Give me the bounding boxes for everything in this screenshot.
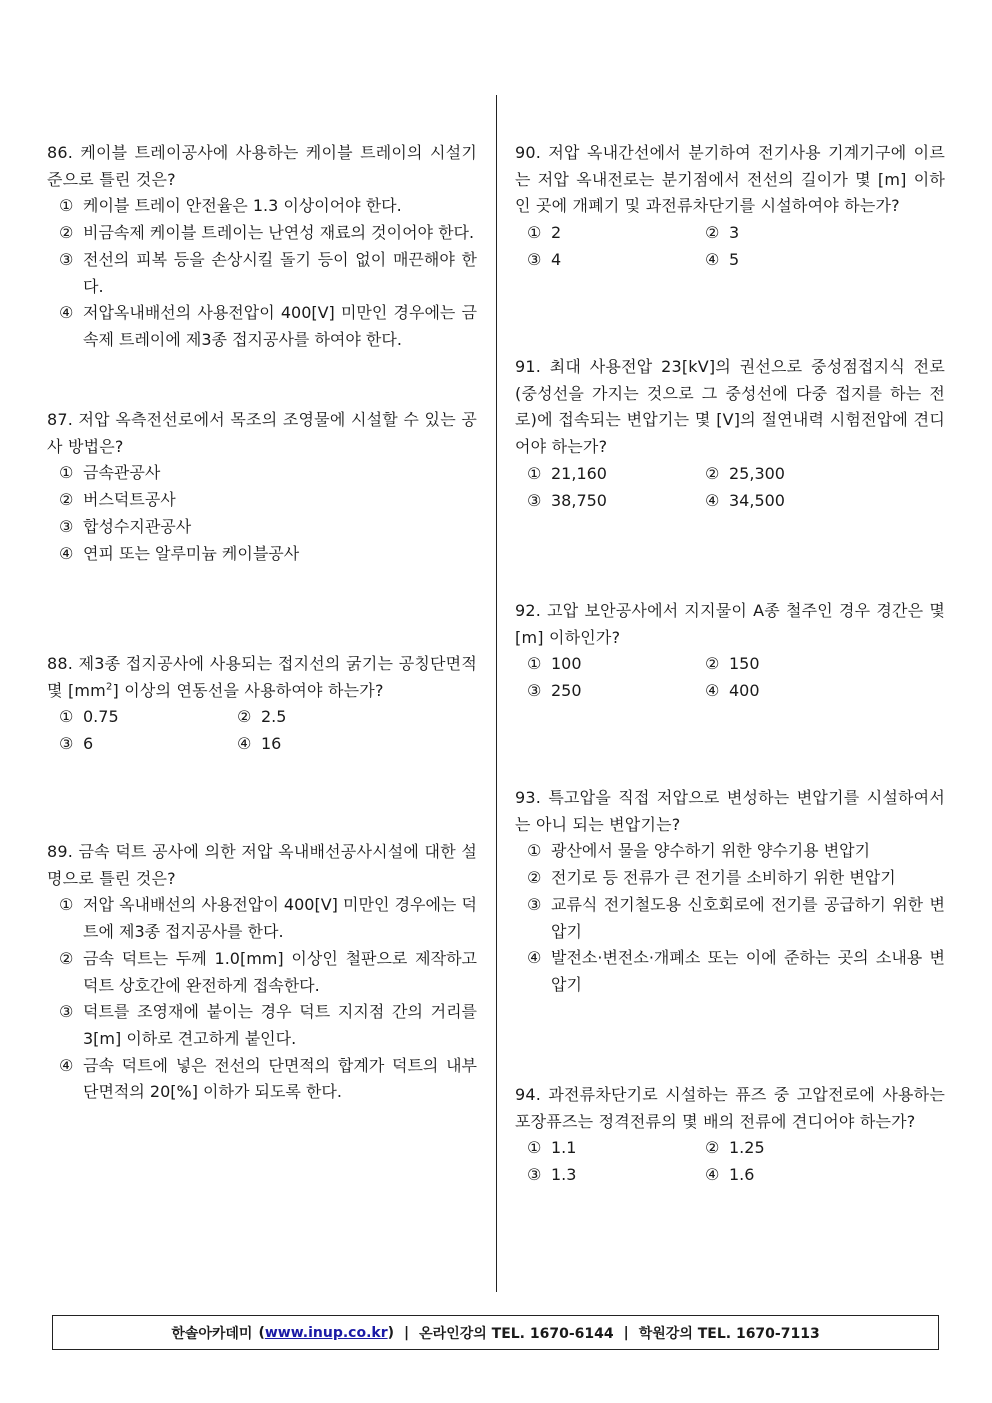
question-86 [47,140,477,354]
paren-open: ( [258,1324,265,1341]
option: ② 금속 덕트는 두께 1.0[mm] 이상인 철판으로 제작하고 덕트 상호간에 완전하게 접속한다. [59,948,477,995]
separator: | [623,1324,629,1341]
option: ② 150 [705,654,760,674]
option: ① 광산에서 물을 양수하기 위한 양수기용 변압기 [527,841,871,861]
option: ③ 4 [527,249,562,269]
options-grid [515,1135,945,1188]
question-89 [47,839,477,1106]
separator: | [404,1324,410,1341]
online-phone: 온라인강의 TEL. 1670-6144 [419,1325,614,1342]
option: ④ 400 [705,681,760,701]
option: ④ 금속 덕트에 넣은 전선의 단면적의 합계가 덕트의 내부 단면적의 20[%] 이하가 되도록 한다. [59,1055,477,1102]
option: ② 3 [705,223,740,243]
option: ① 100 [527,654,582,674]
options-grid [515,220,945,273]
options-grid [515,651,945,704]
option: ④ 1.6 [705,1165,755,1185]
option: ④ 저압옥내배선의 사용전압이 400[V] 미만인 경우에는 금속제 트레이에 제3종 접지공사를 하여야 한다. [59,303,477,349]
option: ① 21,160 [527,463,607,483]
option: ③ 250 [527,681,582,701]
option: ④ 연피 또는 알루미늄 케이블공사 [59,543,300,563]
question-90 [515,140,945,274]
option: ③ 전선의 피복 등을 손상시킬 돌기 등이 없이 매끈해야 한다. [59,249,477,296]
question-94-text: 94. 과전류차단기로 시설하는 퓨즈 중 고압전로에 사용하는 포장퓨즈는 정격전류의 몇 배의 전류에 견디어야 하는가? [515,1085,945,1131]
options-grid [47,704,477,757]
question-93-text: 93. 특고압을 직접 저압으로 변성하는 변압기를 시설하여서는 아니 되는 변압기는? [515,788,945,834]
option: ① 금속관공사 [59,463,161,483]
option: ① 케이블 트레이 안전율은 1.3 이상이어야 한다. [59,196,402,216]
option: ③ 6 [59,734,94,754]
offline-phone: 학원강의 TEL. 1670-7113 [638,1325,820,1342]
option: ③ 덕트를 조영재에 붙이는 경우 덕트 지지점 간의 거리를 3[m] 이하로 견고하게 붙인다. [59,1002,477,1048]
option: ② 25,300 [705,463,785,483]
option: ④ 5 [705,249,740,269]
question-92 [515,598,945,705]
option: ② 비금속제 케이블 트레이는 난연성 재료의 것이어야 한다. [59,223,475,243]
question-86-text: 86. 케이블 트레이공사에 사용하는 케이블 트레이의 시설기준으로 틀린 것은? [47,143,477,189]
option: ② 1.25 [705,1138,765,1158]
question-93 [515,785,945,999]
academy-name: 한솔아카데미 [171,1325,253,1342]
question-91 [515,354,945,514]
option: ② 버스덕트공사 [59,490,176,510]
option: ④ 34,500 [705,490,785,510]
column-divider [496,95,497,1292]
question-91-text: 91. 최대 사용전압 23[kV]의 권선으로 중성점접지식 전로(중성선을 가지는 것으로 그 중성선에 다중 접지를 하는 전로)에 접속되는 변압기는 몇 [V]의 절연내력 시험전압에 견디어야 하는가? [515,357,945,457]
question-89-text: 89. 금속 덕트 공사에 의한 저압 옥내배선공사시설에 대한 설명으로 틀린 것은? [47,842,477,888]
option: ③ 합성수지관공사 [59,516,192,536]
paren-close: ) [387,1324,395,1341]
options-grid [515,461,945,514]
website-link[interactable]: www.inup.co.kr [264,1324,388,1341]
question-94 [515,1082,945,1189]
question-90-text: 90. 저압 옥내간선에서 분기하여 전기사용 기계기구에 이르는 저압 옥내전로는 분기점에서 전선의 길이가 몇 [m] 이하인 곳에 개폐기 및 과전류차단기를 시설하여야 하는가? [515,143,945,216]
question-87-text: 87. 저압 옥측전선로에서 목조의 조영물에 시설할 수 있는 공사 방법은? [47,410,477,456]
option: ① 1.1 [527,1138,577,1158]
option: ③ 1.3 [527,1165,577,1185]
option: ① 저압 옥내배선의 사용전압이 400[V] 미만인 경우에는 덕트에 제3종 접지공사를 한다. [59,895,477,942]
option: ① 2 [527,223,562,243]
option: ② 전기로 등 전류가 큰 전기를 소비하기 위한 변압기 [527,868,896,888]
option: ② 2.5 [237,707,287,727]
option: ① 0.75 [59,707,119,727]
question-88 [47,651,477,758]
question-87 [47,407,477,567]
question-88-text: 88. 제3종 접지공사에 사용되는 접지선의 굵기는 공칭단면적 몇 $[mm^2]$ 이상의 연동선을 사용하여야 하는가? [47,654,477,700]
option: ③ 38,750 [527,490,607,510]
option: ④ 발전소·변전소·개폐소 또는 이에 준하는 곳의 소내용 변압기 [527,948,945,994]
footer-banner [52,1315,939,1350]
option: ④ 16 [237,734,282,754]
option: ③ 교류식 전기철도용 신호회로에 전기를 공급하기 위한 변압기 [527,894,945,941]
question-92-text: 92. 고압 보안공사에서 지지물이 A종 철주인 경우 경간은 몇 [m] 이하인가? [515,601,945,647]
